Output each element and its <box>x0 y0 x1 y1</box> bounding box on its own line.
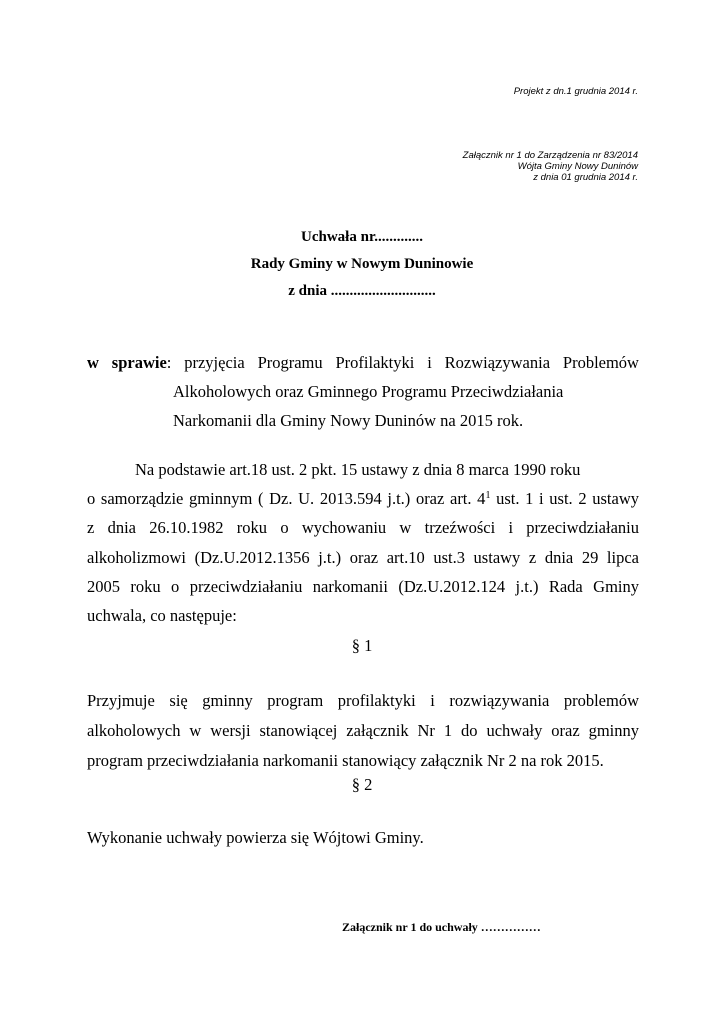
basis-line-6: uchwala, co następuje: <box>87 606 237 626</box>
subject-paragraph <box>87 348 639 435</box>
basis-superscript: 1 <box>485 490 491 502</box>
section-1-line-1: Przyjmuje się gminny program profilaktyki i rozwiązywania problemów <box>87 691 639 710</box>
title-line-1: Uchwała nr............. <box>301 229 423 245</box>
subject-line-1-text: przyjęcia Programu Profilaktyki i Rozwiązywania Problemów <box>171 353 639 372</box>
title-line-3: z dnia ............................ <box>288 283 436 299</box>
attachment-line-2: Wójta Gminy Nowy Duninów <box>517 161 638 172</box>
subject-label: w sprawie <box>87 353 167 372</box>
section-1-line-3: program przeciwdziałania narkomanii stanowiący załącznik Nr 2 na rok 2015. <box>87 751 604 770</box>
section-2-text: Wykonanie uchwały powierza się Wójtowi Gminy. <box>87 828 424 847</box>
attachment-line-3: z dnia 01 grudnia 2014 r. <box>533 172 638 183</box>
subject-line-2: Alkoholowych oraz Gminnego Programu Przeciwdziałania <box>173 382 564 401</box>
legal-basis-paragraph <box>87 455 639 630</box>
basis-line-3: z dnia 26.10.1982 roku o wychowaniu w trzeźwości i przeciwdziałaniu <box>87 518 639 538</box>
project-line: Projekt z dn.1 grudnia 2014 r. <box>513 86 638 97</box>
subject-line-3: Narkomanii dla Gminy Nowy Duninów na 2015 rok. <box>173 411 524 430</box>
section-1-text <box>87 686 639 776</box>
section-1-line-2: alkoholowych w wersji stanowiącej załącznik Nr 1 do uchwały oraz gminny <box>87 721 639 740</box>
section-2-sign: § 2 <box>351 775 373 794</box>
attachment-line-1: Załącznik nr 1 do Zarządzenia nr 83/2014 <box>462 150 638 161</box>
subject-line-1 <box>87 348 639 377</box>
basis-line-5: 2005 roku o przeciwdziałaniu narkomanii (Dz.U.2012.124 j.t.) Rada Gminy <box>87 576 639 596</box>
project-date-note <box>514 86 638 97</box>
basis-line-2-text: o samorządzie gminnym ( Dz. U. 2013.594 j.t.) oraz art. 4 <box>87 489 486 509</box>
basis-line-1: Na podstawie art.18 ust. 2 pkt. 15 ustawy z dnia 8 marca 1990 roku <box>135 460 581 479</box>
subject-colon: : <box>166 353 172 372</box>
basis-line-2 <box>87 484 639 513</box>
title-line-2: Rady Gminy w Nowym Duninowie <box>250 256 474 272</box>
basis-line-4: alkoholizmowi (Dz.U.2012.1356 j.t.) oraz art.10 ust.3 ustawy z dnia 29 lipca <box>87 547 639 567</box>
basis-line-2-end: ust. 1 i ust. 2 ustawy <box>490 489 639 509</box>
section-1-sign: § 1 <box>351 636 373 655</box>
footer-attachment-ref: Załącznik nr 1 do uchwały …………… <box>342 920 541 934</box>
resolution-title <box>0 224 724 305</box>
ordinance-attachment-note <box>463 150 638 183</box>
